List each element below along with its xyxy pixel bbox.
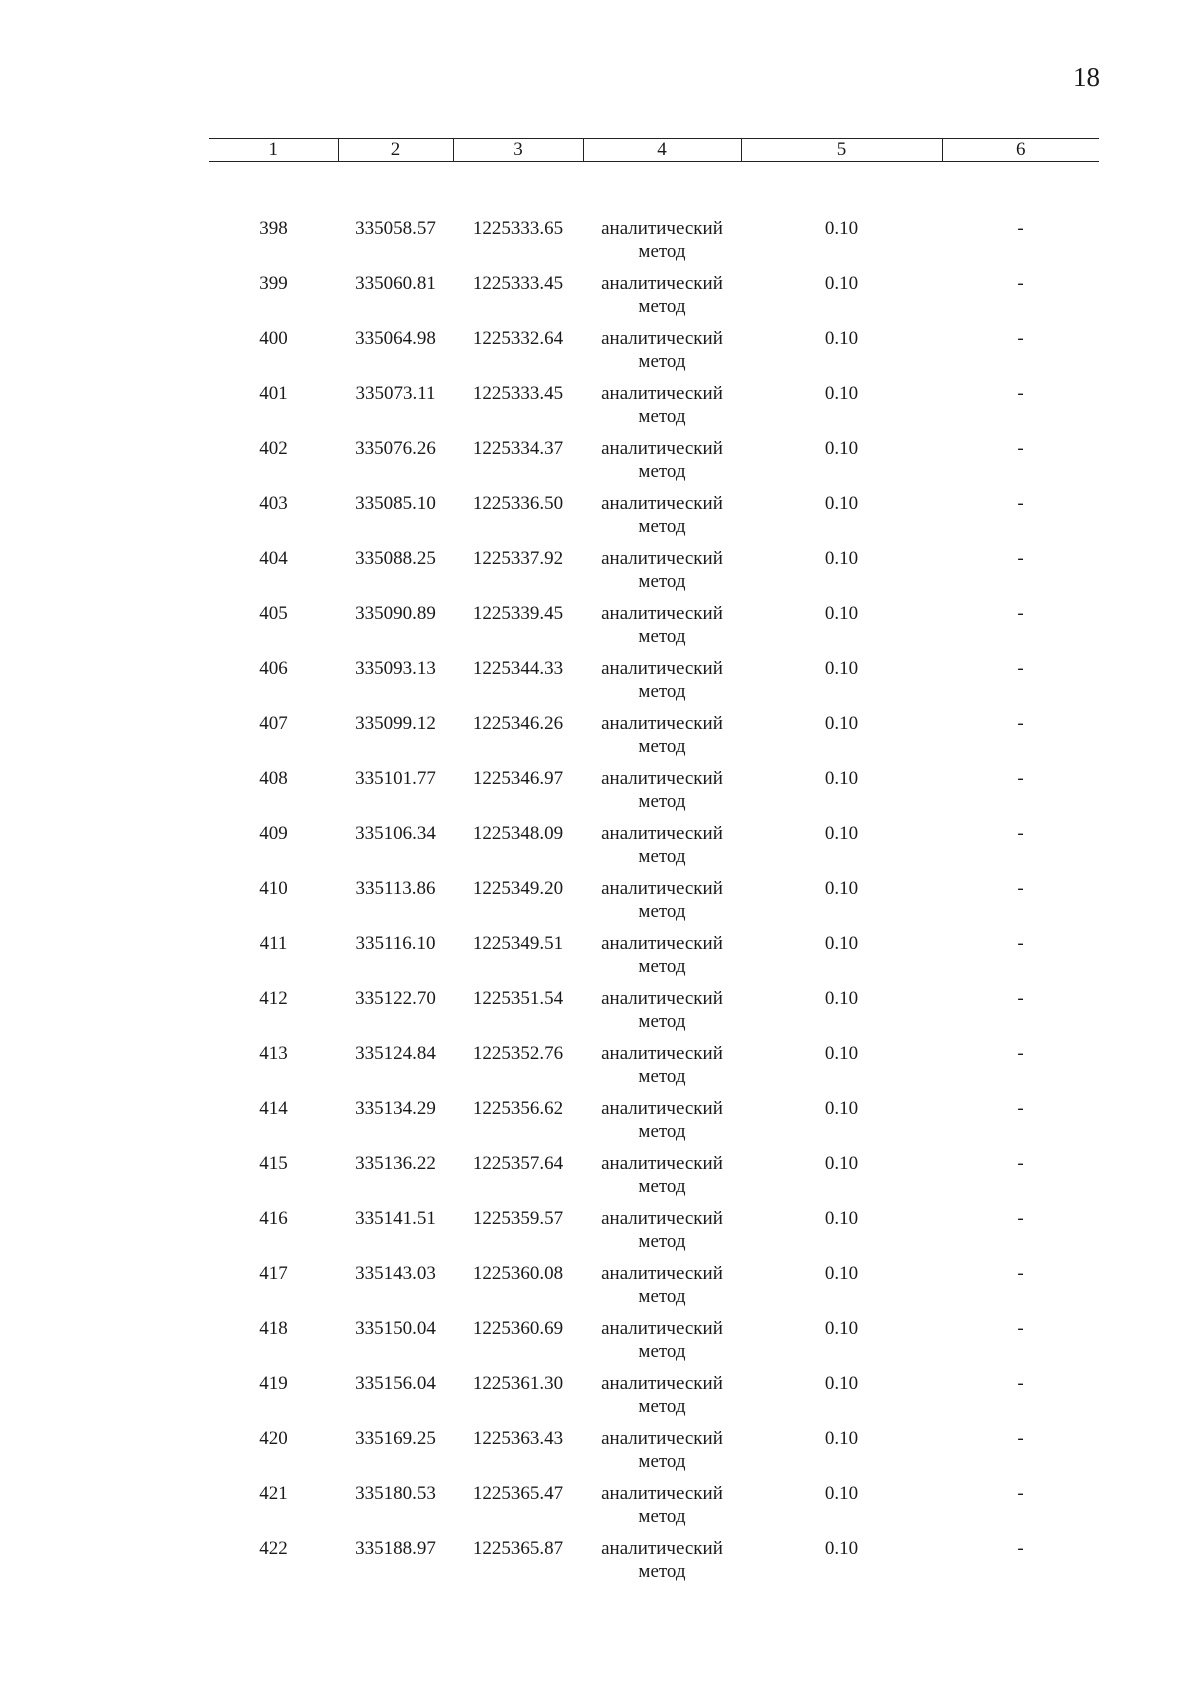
- note-cell: -: [1017, 548, 1024, 569]
- y-coordinate-cell: 1225349.20: [472, 878, 564, 899]
- page-number: 18: [1073, 62, 1100, 92]
- y-coordinate-cell: 1225351.54: [472, 988, 564, 1009]
- method-line-1: аналитический: [601, 493, 723, 514]
- table-row: [209, 437, 1099, 492]
- method-line-2: метод: [638, 956, 686, 977]
- note-cell: -: [1017, 713, 1024, 734]
- point-number-cell: 412: [259, 988, 288, 1009]
- y-coordinate-cell: 1225346.97: [472, 768, 564, 789]
- table-row: [209, 1482, 1099, 1537]
- table-row: [209, 602, 1099, 657]
- column-header-1: 1: [209, 139, 338, 162]
- method-cell: [583, 822, 741, 877]
- y-coordinate-cell: 1225361.30: [472, 1373, 564, 1394]
- method-line-2: метод: [638, 296, 686, 317]
- method-cell: [583, 602, 741, 657]
- point-number-cell: 401: [259, 383, 288, 404]
- table-row: [209, 1152, 1099, 1207]
- method-line-1: аналитический: [601, 658, 723, 679]
- accuracy-cell: 0.10: [824, 383, 859, 404]
- note-cell: -: [1017, 1043, 1024, 1064]
- note-cell: -: [1017, 493, 1024, 514]
- method-line-2: метод: [638, 571, 686, 592]
- method-line-2: метод: [638, 1066, 686, 1087]
- method-line-2: метод: [638, 241, 686, 262]
- note-cell: -: [1017, 383, 1024, 404]
- y-coordinate-cell: 1225365.47: [472, 1483, 564, 1504]
- method-line-2: метод: [638, 1451, 686, 1472]
- point-number-cell: 411: [259, 933, 288, 954]
- note-cell: -: [1017, 1373, 1024, 1394]
- point-number-cell: 404: [259, 548, 288, 569]
- accuracy-cell: 0.10: [824, 548, 859, 569]
- y-coordinate-cell: 1225356.62: [472, 1098, 564, 1119]
- table-row: [209, 1207, 1099, 1262]
- method-cell: [583, 492, 741, 547]
- x-coordinate-cell: 335085.10: [355, 493, 436, 514]
- table-body: [209, 162, 1099, 1593]
- table-row: [209, 987, 1099, 1042]
- note-cell: -: [1017, 218, 1024, 239]
- x-coordinate-cell: 335101.77: [355, 768, 436, 789]
- method-cell: [583, 1482, 741, 1537]
- table-row: [209, 877, 1099, 932]
- method-line-2: метод: [638, 1231, 686, 1252]
- table-row: [209, 382, 1099, 437]
- x-coordinate-cell: 335058.57: [355, 218, 436, 239]
- method-line-2: метод: [638, 461, 686, 482]
- x-coordinate-cell: 335122.70: [355, 988, 436, 1009]
- accuracy-cell: 0.10: [824, 1043, 859, 1064]
- method-cell: [583, 767, 741, 822]
- note-cell: -: [1017, 1538, 1024, 1559]
- point-number-cell: 417: [259, 1263, 288, 1284]
- note-cell: -: [1017, 988, 1024, 1009]
- y-coordinate-cell: 1225346.26: [472, 713, 564, 734]
- point-number-cell: 405: [259, 603, 288, 624]
- x-coordinate-cell: 335099.12: [355, 713, 436, 734]
- method-line-1: аналитический: [601, 328, 723, 349]
- x-coordinate-cell: 335076.26: [355, 438, 436, 459]
- method-line-1: аналитический: [601, 713, 723, 734]
- method-cell: [583, 382, 741, 437]
- table-row: [209, 547, 1099, 602]
- point-number-cell: 399: [259, 273, 288, 294]
- method-cell: [583, 547, 741, 602]
- y-coordinate-cell: 1225352.76: [472, 1043, 564, 1064]
- accuracy-cell: 0.10: [824, 328, 859, 349]
- method-line-2: метод: [638, 681, 686, 702]
- method-line-1: аналитический: [601, 1208, 723, 1229]
- x-coordinate-cell: 335136.22: [355, 1153, 436, 1174]
- method-line-1: аналитический: [601, 1153, 723, 1174]
- x-coordinate-cell: 335060.81: [355, 273, 436, 294]
- accuracy-cell: 0.10: [824, 1483, 859, 1504]
- accuracy-cell: 0.10: [824, 1263, 859, 1284]
- method-cell: [583, 1262, 741, 1317]
- accuracy-cell: 0.10: [824, 1208, 859, 1229]
- note-cell: -: [1017, 328, 1024, 349]
- point-number-cell: 415: [259, 1153, 288, 1174]
- table-row: [209, 822, 1099, 877]
- note-cell: -: [1017, 273, 1024, 294]
- method-line-1: аналитический: [601, 438, 723, 459]
- method-line-2: метод: [638, 1011, 686, 1032]
- y-coordinate-cell: 1225363.43: [472, 1428, 564, 1449]
- x-coordinate-cell: 335093.13: [355, 658, 436, 679]
- method-cell: [583, 657, 741, 712]
- method-line-2: метод: [638, 351, 686, 372]
- point-number-cell: 403: [259, 493, 288, 514]
- note-cell: -: [1017, 768, 1024, 789]
- table-row: [209, 327, 1099, 382]
- method-line-1: аналитический: [601, 878, 723, 899]
- method-line-2: метод: [638, 1396, 686, 1417]
- method-line-1: аналитический: [601, 823, 723, 844]
- point-number-cell: 398: [259, 218, 288, 239]
- column-header-5: 5: [741, 139, 942, 162]
- accuracy-cell: 0.10: [824, 878, 859, 899]
- method-line-1: аналитический: [601, 1263, 723, 1284]
- table-row: [209, 1042, 1099, 1097]
- x-coordinate-cell: 335188.97: [355, 1538, 436, 1559]
- table-row: [209, 492, 1099, 547]
- method-cell: [583, 1152, 741, 1207]
- note-cell: -: [1017, 658, 1024, 679]
- method-line-1: аналитический: [601, 1098, 723, 1119]
- x-coordinate-cell: 335116.10: [355, 933, 436, 954]
- y-coordinate-cell: 1225360.69: [472, 1318, 564, 1339]
- method-cell: [583, 437, 741, 492]
- point-number-cell: 406: [259, 658, 288, 679]
- column-header-2: 2: [338, 139, 453, 162]
- y-coordinate-cell: 1225334.37: [472, 438, 564, 459]
- y-coordinate-cell: 1225344.33: [472, 658, 564, 679]
- method-cell: [583, 1317, 741, 1372]
- table-row: [209, 932, 1099, 987]
- x-coordinate-cell: 335088.25: [355, 548, 436, 569]
- note-cell: -: [1017, 1483, 1024, 1504]
- method-cell: [583, 712, 741, 767]
- note-cell: -: [1017, 933, 1024, 954]
- accuracy-cell: 0.10: [824, 1428, 859, 1449]
- table-row: [209, 657, 1099, 712]
- point-number-cell: 408: [259, 768, 288, 789]
- accuracy-cell: 0.10: [824, 1098, 859, 1119]
- accuracy-cell: 0.10: [824, 823, 859, 844]
- point-number-cell: 418: [259, 1318, 288, 1339]
- note-cell: -: [1017, 1208, 1024, 1229]
- method-line-2: метод: [638, 901, 686, 922]
- method-cell: [583, 217, 741, 272]
- accuracy-cell: 0.10: [824, 1538, 859, 1559]
- method-line-2: метод: [638, 1341, 686, 1362]
- x-coordinate-cell: 335134.29: [355, 1098, 436, 1119]
- method-line-2: метод: [638, 791, 686, 812]
- x-coordinate-cell: 335150.04: [355, 1318, 436, 1339]
- x-coordinate-cell: 335156.04: [355, 1373, 436, 1394]
- method-line-1: аналитический: [601, 988, 723, 1009]
- y-coordinate-cell: 1225357.64: [472, 1153, 564, 1174]
- accuracy-cell: 0.10: [824, 933, 859, 954]
- method-cell: [583, 932, 741, 987]
- y-coordinate-cell: 1225333.45: [472, 273, 564, 294]
- x-coordinate-cell: 335180.53: [355, 1483, 436, 1504]
- method-line-1: аналитический: [601, 768, 723, 789]
- note-cell: -: [1017, 1318, 1024, 1339]
- x-coordinate-cell: 335124.84: [355, 1043, 436, 1064]
- note-cell: -: [1017, 1098, 1024, 1119]
- method-line-1: аналитический: [601, 218, 723, 239]
- y-coordinate-cell: 1225333.45: [472, 383, 564, 404]
- point-number-cell: 400: [259, 328, 288, 349]
- y-coordinate-cell: 1225365.87: [472, 1538, 564, 1559]
- point-number-cell: 416: [259, 1208, 288, 1229]
- coordinates-table: [209, 138, 1099, 1592]
- x-coordinate-cell: 335141.51: [355, 1208, 436, 1229]
- method-line-1: аналитический: [601, 273, 723, 294]
- point-number-cell: 410: [259, 878, 288, 899]
- accuracy-cell: 0.10: [824, 658, 859, 679]
- table-row: [209, 217, 1099, 272]
- accuracy-cell: 0.10: [824, 218, 859, 239]
- method-line-1: аналитический: [601, 933, 723, 954]
- method-line-1: аналитический: [601, 1043, 723, 1064]
- table-row: [209, 767, 1099, 822]
- method-line-2: метод: [638, 516, 686, 537]
- note-cell: -: [1017, 823, 1024, 844]
- method-cell: [583, 327, 741, 382]
- accuracy-cell: 0.10: [824, 768, 859, 789]
- note-cell: -: [1017, 1153, 1024, 1174]
- column-header-6: 6: [942, 139, 1099, 162]
- method-line-1: аналитический: [601, 548, 723, 569]
- y-coordinate-cell: 1225339.45: [472, 603, 564, 624]
- point-number-cell: 409: [259, 823, 288, 844]
- method-cell: [583, 1042, 741, 1097]
- method-cell: [583, 1097, 741, 1152]
- method-line-1: аналитический: [601, 1483, 723, 1504]
- note-cell: -: [1017, 1263, 1024, 1284]
- method-line-1: аналитический: [601, 1538, 723, 1559]
- accuracy-cell: 0.10: [824, 493, 859, 514]
- point-number-cell: 413: [259, 1043, 288, 1064]
- table-row: [209, 1097, 1099, 1152]
- method-line-1: аналитический: [601, 1373, 723, 1394]
- header-spacer: [209, 162, 1099, 218]
- point-number-cell: 421: [259, 1483, 288, 1504]
- accuracy-cell: 0.10: [824, 988, 859, 1009]
- method-line-2: метод: [638, 626, 686, 647]
- method-cell: [583, 1537, 741, 1592]
- table-header: [209, 139, 1099, 162]
- method-line-2: метод: [638, 1506, 686, 1527]
- method-cell: [583, 272, 741, 327]
- x-coordinate-cell: 335143.03: [355, 1263, 436, 1284]
- x-coordinate-cell: 335169.25: [355, 1428, 436, 1449]
- method-line-2: метод: [638, 1176, 686, 1197]
- y-coordinate-cell: 1225348.09: [472, 823, 564, 844]
- table-row: [209, 1537, 1099, 1592]
- method-line-1: аналитический: [601, 383, 723, 404]
- note-cell: -: [1017, 878, 1024, 899]
- y-coordinate-cell: 1225337.92: [472, 548, 564, 569]
- method-line-1: аналитический: [601, 603, 723, 624]
- accuracy-cell: 0.10: [824, 713, 859, 734]
- point-number-cell: 414: [259, 1098, 288, 1119]
- x-coordinate-cell: 335113.86: [355, 878, 436, 899]
- note-cell: -: [1017, 438, 1024, 459]
- method-line-2: метод: [638, 846, 686, 867]
- x-coordinate-cell: 335090.89: [355, 603, 436, 624]
- method-line-1: аналитический: [601, 1318, 723, 1339]
- table-row: [209, 1372, 1099, 1427]
- point-number-cell: 420: [259, 1428, 288, 1449]
- y-coordinate-cell: 1225332.64: [472, 328, 564, 349]
- y-coordinate-cell: 1225349.51: [472, 933, 564, 954]
- point-number-cell: 402: [259, 438, 288, 459]
- table-row: [209, 1317, 1099, 1372]
- method-cell: [583, 877, 741, 932]
- table-row: [209, 272, 1099, 327]
- table-row: [209, 1262, 1099, 1317]
- accuracy-cell: 0.10: [824, 603, 859, 624]
- point-number-cell: 419: [259, 1373, 288, 1394]
- method-cell: [583, 1372, 741, 1427]
- method-cell: [583, 1427, 741, 1482]
- accuracy-cell: 0.10: [824, 1373, 859, 1394]
- method-line-2: метод: [638, 1286, 686, 1307]
- table-row: [209, 712, 1099, 767]
- column-header-3: 3: [453, 139, 583, 162]
- note-cell: -: [1017, 603, 1024, 624]
- column-header-4: 4: [583, 139, 741, 162]
- method-cell: [583, 987, 741, 1042]
- method-cell: [583, 1207, 741, 1262]
- accuracy-cell: 0.10: [824, 1153, 859, 1174]
- x-coordinate-cell: 335064.98: [355, 328, 436, 349]
- accuracy-cell: 0.10: [824, 1318, 859, 1339]
- table-row: [209, 1427, 1099, 1482]
- point-number-cell: 407: [259, 713, 288, 734]
- method-line-1: аналитический: [601, 1428, 723, 1449]
- note-cell: -: [1017, 1428, 1024, 1449]
- y-coordinate-cell: 1225359.57: [472, 1208, 564, 1229]
- y-coordinate-cell: 1225360.08: [472, 1263, 564, 1284]
- x-coordinate-cell: 335073.11: [355, 383, 436, 404]
- accuracy-cell: 0.10: [824, 438, 859, 459]
- method-line-2: метод: [638, 1121, 686, 1142]
- method-line-2: метод: [638, 736, 686, 757]
- y-coordinate-cell: 1225333.65: [472, 218, 564, 239]
- accuracy-cell: 0.10: [824, 273, 859, 294]
- header-row: [209, 139, 1099, 162]
- x-coordinate-cell: 335106.34: [355, 823, 436, 844]
- y-coordinate-cell: 1225336.50: [472, 493, 564, 514]
- point-number-cell: 422: [259, 1538, 288, 1559]
- method-line-2: метод: [638, 406, 686, 427]
- method-line-2: метод: [638, 1561, 686, 1582]
